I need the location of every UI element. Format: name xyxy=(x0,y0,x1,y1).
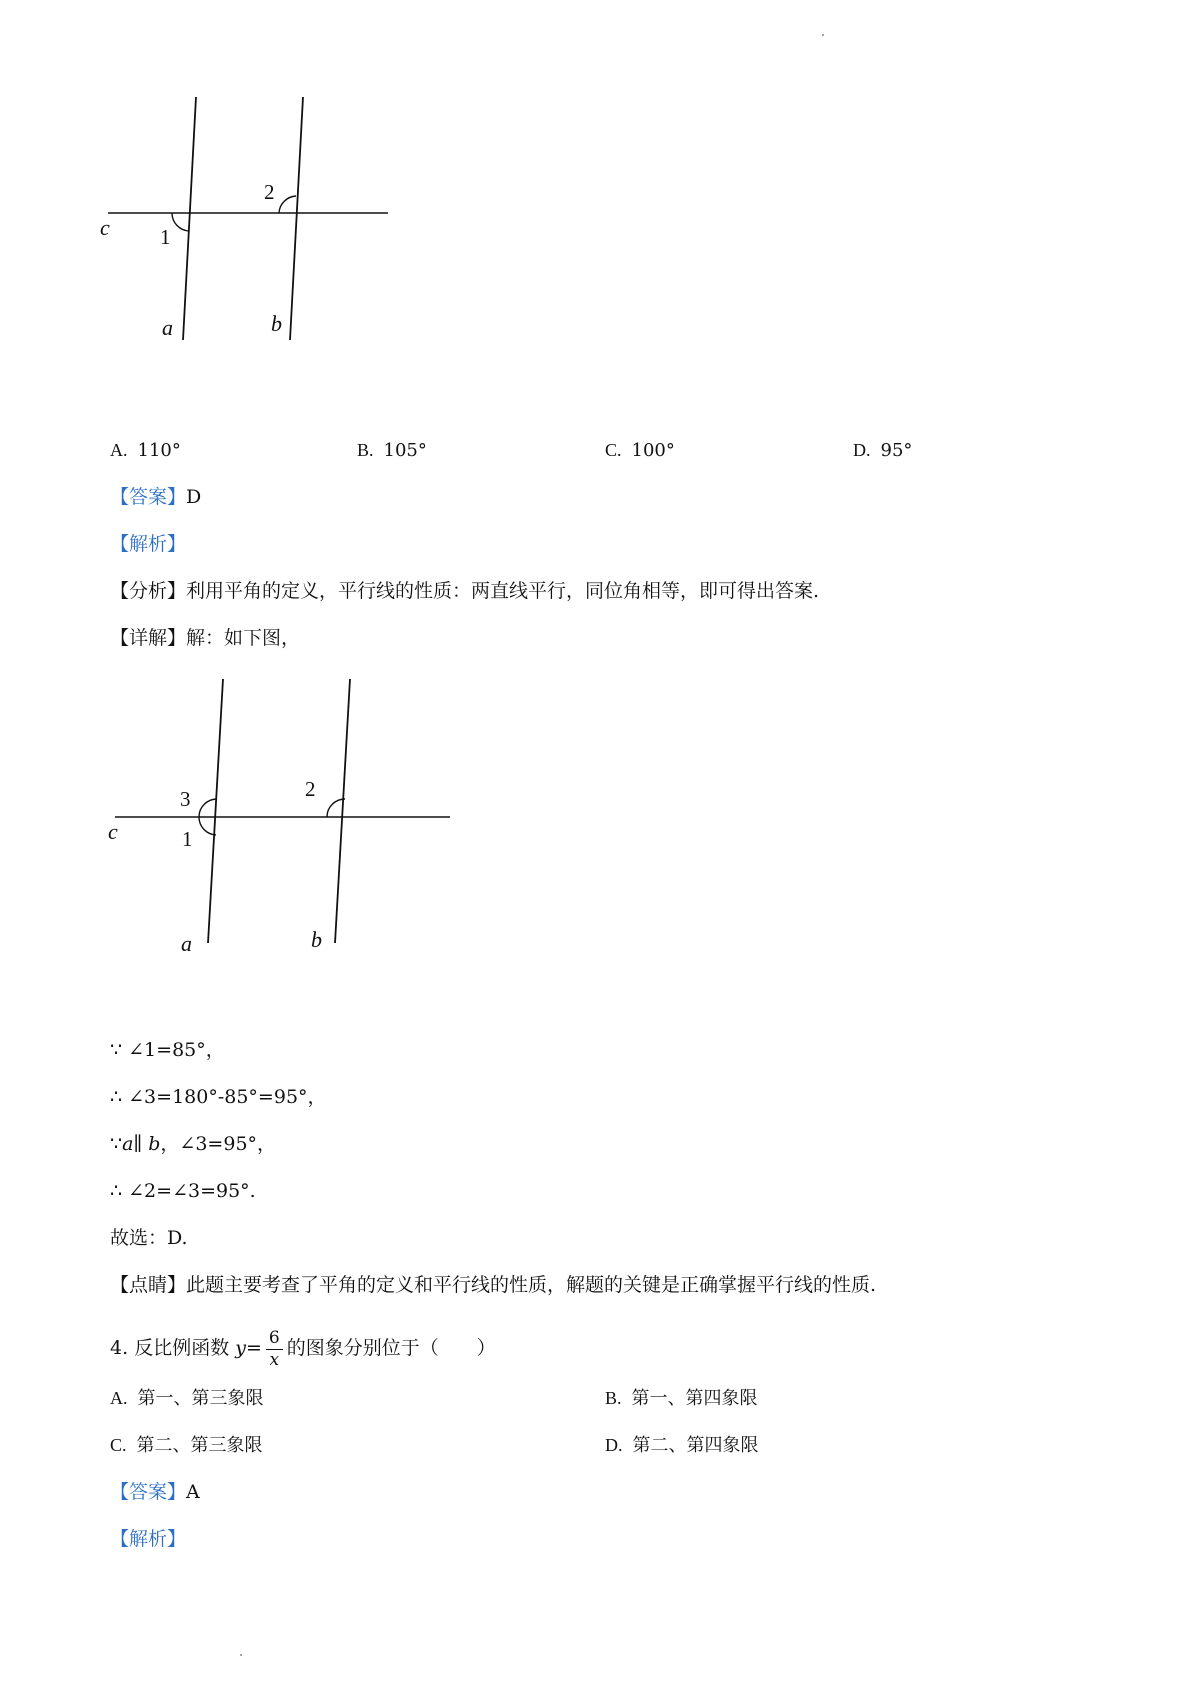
analysis-header: 【解析】 xyxy=(110,533,187,555)
angle-2-arc xyxy=(279,196,296,213)
analysis-xiangjie: 【详解】解：如下图， xyxy=(110,627,301,649)
option-d: D. 95° xyxy=(853,440,913,461)
speck-bottom-left xyxy=(240,1654,242,1656)
figure-parallel-lines-2 xyxy=(105,675,465,965)
line-b xyxy=(335,679,350,943)
step-2: ∴ ∠3=180°-85°=95°， xyxy=(110,1086,327,1108)
figure-parallel-lines-1 xyxy=(100,95,420,375)
step-4: ∴ ∠2=∠3=95°. xyxy=(110,1180,256,1202)
dianjing: 【点睛】此题主要考查了平角的定义和平行线的性质，解题的关键是正确掌握平行线的性质. xyxy=(110,1274,877,1296)
step-1: ∵ ∠1=85°， xyxy=(110,1039,225,1061)
conclusion: 故选：D. xyxy=(110,1227,188,1249)
label-b: b xyxy=(311,927,322,952)
line-a xyxy=(208,679,223,943)
line-b xyxy=(290,97,303,340)
q4-option-b: B. 第一、第四象限 xyxy=(605,1388,758,1409)
answer-q3: 【答案】D xyxy=(110,486,202,508)
label-1: 1 xyxy=(182,827,193,851)
label-3: 3 xyxy=(180,787,191,811)
label-c: c xyxy=(100,215,110,240)
label-1: 1 xyxy=(160,225,171,249)
label-a: a xyxy=(162,315,173,340)
q4-option-d: D. 第二、第四象限 xyxy=(605,1435,759,1456)
fraction-6-over-x: $\frac{6}{x}$ xyxy=(266,1330,283,1369)
analysis-header-q4: 【解析】 xyxy=(110,1528,187,1550)
label-2: 2 xyxy=(264,180,275,204)
analysis-fenxi: 【分析】利用平角的定义，平行线的性质：两直线平行，同位角相等，即可得出答案. xyxy=(110,580,820,602)
label-2: 2 xyxy=(305,777,316,801)
step-3: ∵a∥ b，∠3=95°， xyxy=(110,1133,277,1155)
label-c: c xyxy=(108,819,118,844)
answer-q4: 【答案】A xyxy=(110,1481,200,1503)
option-c: C. 100° xyxy=(605,440,675,461)
q4-option-c: C. 第二、第三象限 xyxy=(110,1435,263,1456)
option-a: A. 110° xyxy=(110,440,181,461)
line-a xyxy=(183,97,196,340)
angle-1-arc xyxy=(172,213,189,231)
angle-3-arc xyxy=(199,799,217,817)
speck-top-right xyxy=(822,34,824,36)
q4-option-a: A. 第一、第三象限 xyxy=(110,1388,264,1409)
label-b: b xyxy=(271,311,282,336)
option-b: B. 105° xyxy=(357,440,427,461)
label-a: a xyxy=(181,931,192,956)
question-4: 4. 反比例函数 y= $\frac{6}{x}$ 的图象分别位于（ ） xyxy=(110,1327,496,1370)
